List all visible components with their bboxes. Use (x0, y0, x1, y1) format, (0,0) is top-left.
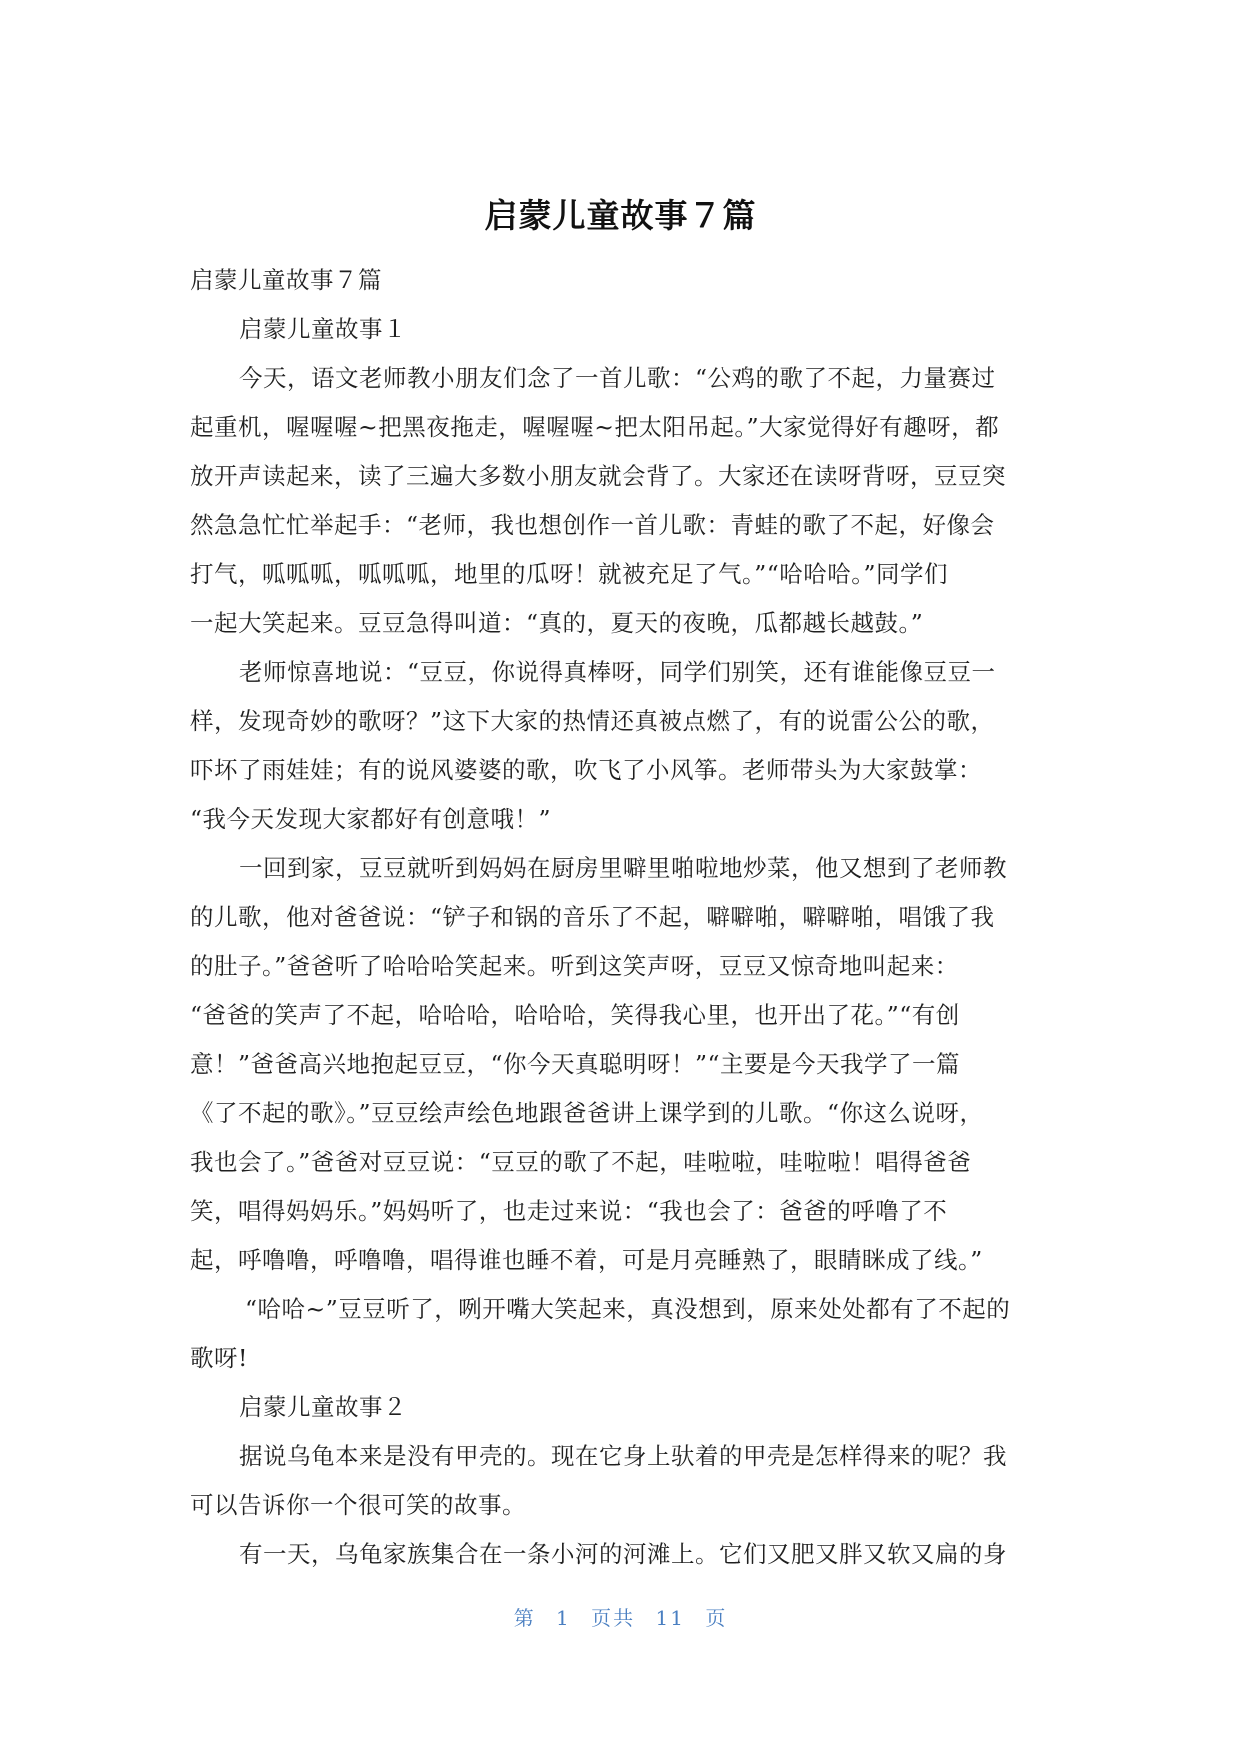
paragraph-line: 笑，唱得妈妈乐。”妈妈听了，也走过来说：“我也会了：爸爸的呼噜了不 (190, 1197, 948, 1225)
paragraph-line: 起重机，喔喔喔~把黑夜拖走，喔喔喔~把太阳吊起。”大家觉得好有趣呀，都 (190, 413, 1000, 441)
paragraph-line: 有一天，乌龟家族集合在一条小河的河滩上。它们又肥又胖又软又扁的身 (239, 1540, 1007, 1568)
subtitle-line: 启蒙儿童故事７篇 (190, 266, 382, 294)
story-heading-2: 启蒙儿童故事２ (239, 1393, 407, 1421)
paragraph-line: 可以告诉你一个很可笑的故事。 (190, 1491, 526, 1519)
footer-suffix: 页 (705, 1606, 728, 1630)
paragraph-line: 今天，语文老师教小朋友们念了一首儿歌：“公鸡的歌了不起，力量赛过 (239, 364, 996, 392)
paragraph-line: 意！”爸爸高兴地抱起豆豆，“你今天真聪明呀！”“主要是今天我学了一篇 (190, 1050, 961, 1078)
footer-mid: 页共 (591, 1606, 636, 1630)
paragraph-line: 的儿歌，他对爸爸说：“铲子和锅的音乐了不起，噼噼啪，噼噼啪，唱饿了我 (190, 903, 995, 931)
paragraph-line: “我今天发现大家都好有创意哦！” (190, 805, 552, 833)
paragraph-line: 一起大笑起来。豆豆急得叫道：“真的，夏天的夜晚，瓜都越长越鼓。” (190, 609, 924, 637)
paragraph-line: 歌呀! (190, 1344, 248, 1372)
paragraph-line: 吓坏了雨娃娃；有的说风婆婆的歌，吹飞了小风筝。老师带头为大家鼓掌： (190, 756, 982, 784)
footer-prefix: 第 (513, 1606, 536, 1630)
document-body (190, 256, 1050, 1579)
document-title: 启蒙儿童故事７篇 (484, 196, 757, 235)
paragraph-line: 放开声读起来，读了三遍大多数小朋友就会背了。大家还在读呀背呀，豆豆突 (190, 462, 1006, 490)
footer-page-number: 1 (556, 1606, 571, 1630)
paragraph-line: 一回到家，豆豆就听到妈妈在厨房里噼里啪啦地炒菜，他又想到了老师教 (239, 854, 1007, 882)
paragraph-line: “爸爸的笑声了不起，哈哈哈，哈哈哈，笑得我心里，也开出了花。”“有创 (190, 1001, 960, 1029)
paragraph-line: 据说乌龟本来是没有甲壳的。现在它身上驮着的甲壳是怎样得来的呢？我 (239, 1442, 1007, 1470)
page-footer (0, 1602, 1241, 1631)
paragraph-line: 《了不起的歌》。”豆豆绘声绘色地跟爸爸讲上课学到的儿歌。“你这么说呀， (190, 1099, 984, 1127)
paragraph-line: 的肚子。”爸爸听了哈哈哈笑起来。听到这笑声呀，豆豆又惊奇地叫起来： (190, 952, 959, 980)
paragraph-line: 老师惊喜地说：“豆豆，你说得真棒呀，同学们别笑，还有谁能像豆豆一 (239, 658, 996, 686)
paragraph-line: 打气，呱呱呱，呱呱呱，地里的瓜呀！就被充足了气。”“哈哈哈。”同学们 (190, 560, 949, 588)
paragraph-line: 起，呼噜噜，呼噜噜，唱得谁也睡不着，可是月亮睡熟了，眼睛眯成了线。” (190, 1246, 983, 1274)
paragraph-line: “哈哈~”豆豆听了，咧开嘴大笑起来，真没想到，原来处处都有了不起的 (245, 1295, 1011, 1323)
paragraph-line: 然急急忙忙举起手：“老师，我也想创作一首儿歌：青蛙的歌了不起，好像会 (190, 511, 995, 539)
footer-total-pages: 11 (655, 1606, 685, 1630)
paragraph-line: 样，发现奇妙的歌呀？”这下大家的热情还真被点燃了，有的说雷公公的歌， (190, 707, 995, 735)
paragraph-line: 我也会了。”爸爸对豆豆说：“豆豆的歌了不起，哇啦啦，哇啦啦！唱得爸爸 (190, 1148, 972, 1176)
story-heading-1: 启蒙儿童故事１ (239, 315, 407, 343)
